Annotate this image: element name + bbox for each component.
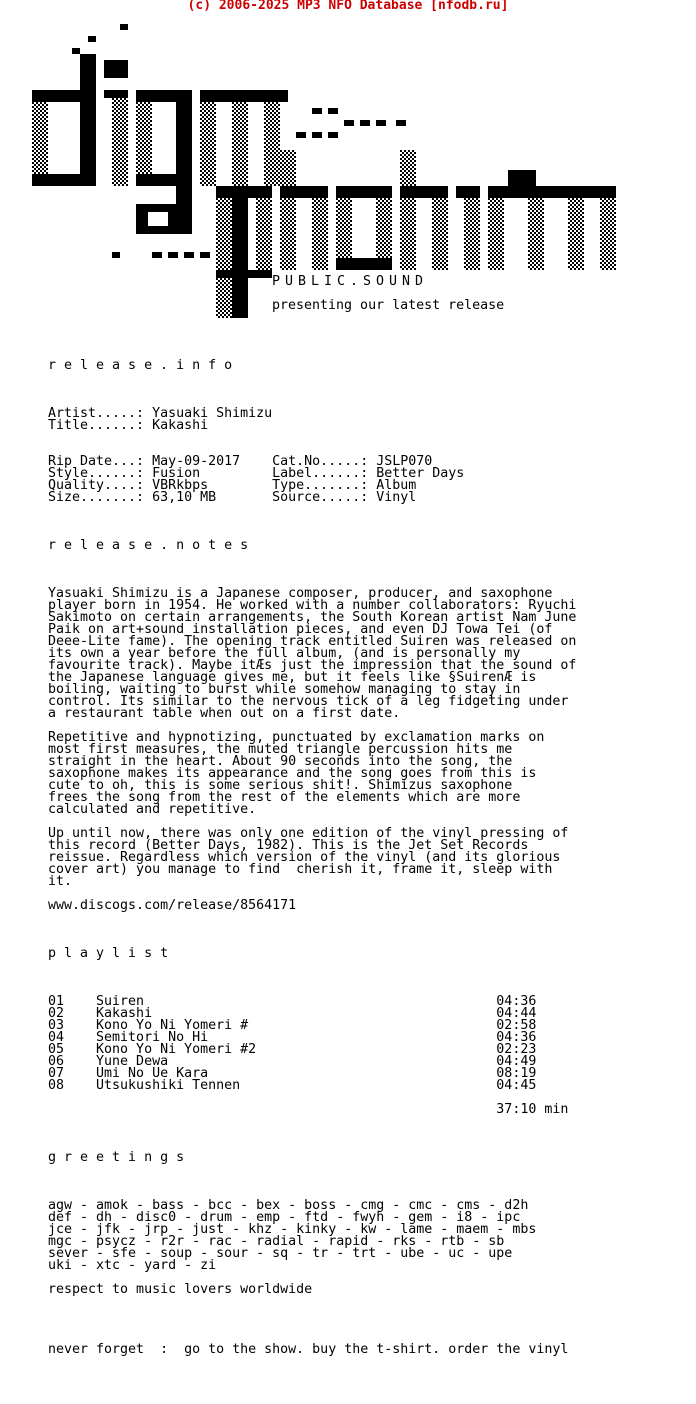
release-notes [48, 588, 576, 912]
notes-line: control. Its similar to the nervous tick of a leg fidgeting under [48, 694, 569, 709]
playlist-line: 02 Kakashi 04:44 [48, 1006, 537, 1021]
info-line: Rip Date...: May-09-2017 Cat.No.....: JSLP070 [48, 454, 433, 469]
playlist-line: 06 Yune Dewa 04:49 [48, 1054, 537, 1069]
notes-line: the Japanese language gives me, but it feels like §SuirenÆ is [48, 670, 537, 685]
greetings-line: respect to music lovers worldwide [48, 1282, 313, 1297]
notes-line: favourite track). Maybe itÆs just the impression that the sound of [48, 658, 577, 673]
notes-line: Deee-Lite fame). The opening track entitled Suiren was released on [48, 634, 577, 649]
notes-line: calculated and repetitive. [48, 802, 257, 817]
notes-line: player born in 1954. He worked with a number collaborators: Ryuchi [48, 598, 577, 613]
playlist-line: 08 Utsukushiki Tennen 04:45 [48, 1078, 537, 1093]
greetings-line: agw - amok - bass - bcc - bex - boss - cmg - cmc - cms - d2h [48, 1198, 529, 1213]
section-heading-playlist: p l a y l i s t [48, 946, 169, 961]
site-header: (c) 2006-2025 MP3 NFO Database [nfodb.ru] [187, 0, 509, 13]
playlist-line: 37:10 min [48, 1102, 569, 1117]
playlist-line: 01 Suiren 04:36 [48, 994, 537, 1009]
logo-tagline: presenting our latest release [272, 298, 505, 313]
section-heading-notes: r e l e a s e . n o t e s [48, 538, 249, 553]
footer-line: never forget : go to the show. buy the t-shirt. order the vinyl [48, 1342, 569, 1357]
greetings-list [48, 1200, 536, 1296]
notes-line: straight in the heart. About 90 seconds into the song, the [48, 754, 513, 769]
section-heading-info: r e l e a s e . i n f o [48, 358, 233, 373]
info-line: Quality....: VBRkbps Type.......: Album [48, 478, 417, 493]
notes-line: frees the song from the rest of the elements which are more [48, 790, 521, 805]
notes-line: this record (Better Days, 1982). This is the Jet Set Records [48, 838, 529, 853]
info-line: Size.......: 63,10 MB Source.....: Vinyl [48, 490, 417, 505]
notes-line: a restaurant table when out on a first date. [48, 706, 401, 721]
notes-line: its own a year before the full album, (and is personally my [48, 646, 521, 661]
playlist-line: 05 Kono Yo Ni Yomeri #2 02:23 [48, 1042, 537, 1057]
notes-line: Up until now, there was only one edition of the vinyl pressing of [48, 826, 569, 841]
notes-line: Paik on art+sound installation pieces, and even DJ Towa Tei (of [48, 622, 553, 637]
playlist-line: 07 Umi No Ue Kara 08:19 [48, 1066, 537, 1081]
greetings-line: mgc - psycz - r2r - rac - radial - rapid - rks - rtb - sb [48, 1234, 505, 1249]
greetings-line: uki - xtc - yard - zi [48, 1258, 217, 1273]
greetings-line: def - dh - disc0 - drum - emp - ftd - fwyh - gem - i8 - ipc [48, 1210, 521, 1225]
notes-line: Repetitive and hypnotizing, punctuated by exclamation marks on [48, 730, 545, 745]
info-line: Style......: Fusion Label......: Better Days [48, 466, 465, 481]
notes-line: www.discogs.com/release/8564171 [48, 898, 297, 913]
notes-line: Sakimoto on certain arrangements, the South Korean artist Nam June [48, 610, 577, 625]
notes-line: cover art) you manage to find cherish it, frame it, sleep with [48, 862, 553, 877]
notes-line: most first measures, the muted triangle percussion hits me [48, 742, 513, 757]
greetings-line: jce - jfk - jrp - just - khz - kinky - kw - lame - maem - mbs [48, 1222, 537, 1237]
ascii-logo [0, 18, 620, 318]
notes-line: boiling, waiting to burst while somehow managing to stay in [48, 682, 521, 697]
notes-line: Yasuaki Shimizu is a Japanese composer, producer, and saxophone [48, 586, 553, 601]
playlist-line: 04 Semitori No Hi 04:36 [48, 1030, 537, 1045]
playlist-line: 03 Kono Yo Ni Yomeri # 02:58 [48, 1018, 537, 1033]
playlist [48, 996, 568, 1116]
notes-line: reissue. Regardless which version of the vinyl (and its glorious [48, 850, 561, 865]
logo-subtitle: PUBLIC.SOUND [272, 274, 429, 289]
notes-line: saxophone makes its appearance and the song goes from this is [48, 766, 537, 781]
info-line: Title......: Kakashi [48, 418, 209, 433]
notes-line: cute to oh, this is some serious shit!. Shimizus saxophone [48, 778, 513, 793]
info-line: Artist.....: Yasuaki Shimizu [48, 406, 273, 421]
greetings-line: sever - sfe - soup - sour - sq - tr - trt - ube - uc - upe [48, 1246, 513, 1261]
release-info [48, 408, 464, 504]
info-line [48, 432, 464, 444]
section-heading-greetings: g r e e t i n g s [48, 1150, 185, 1165]
notes-line: it. [48, 874, 73, 889]
